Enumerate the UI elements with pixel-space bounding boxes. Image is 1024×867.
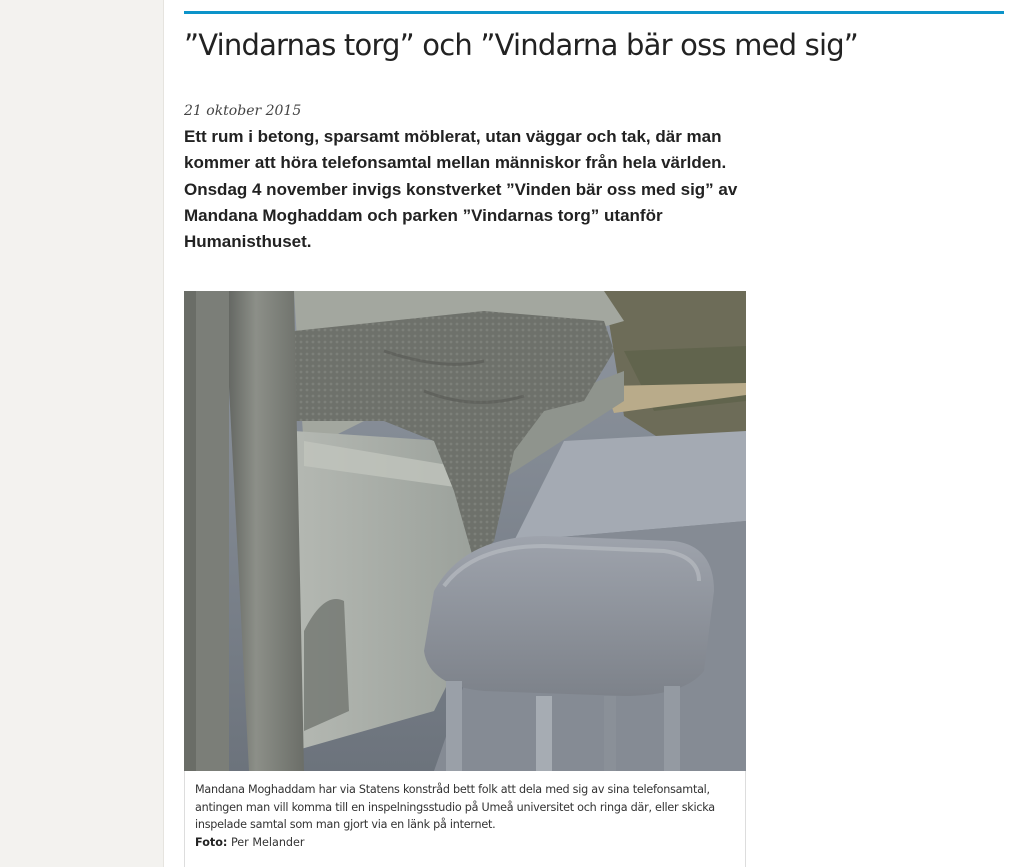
caption-text: Mandana Moghaddam har via Statens konstråd bett folk att dela med sig av sina telefonsamtal, antingen man vill komma till en inspelningsstudio på Umeå universitet och ringa där, eller skicka inspelade samtal som man gjort via en länk på internet. bbox=[195, 783, 715, 831]
photo-credit-name: Per Melander bbox=[230, 835, 305, 849]
article-headline: ”Vindarnas torg” och ”Vindarna bär oss med sig” bbox=[184, 28, 859, 62]
article-date: 21 oktober 2015 bbox=[184, 103, 302, 119]
photo-credit-label: Foto: bbox=[195, 835, 228, 849]
article-lead: Ett rum i betong, sparsamt möblerat, utan väggar och tak, där man kommer att höra telefonsamtal mellan människor från hela världen. Onsdag 4 november invigs konstverket ”Vinden bär oss med sig” av Mandana Moghaddam och parken ”Vindarnas torg” utanför Humanisthuset. bbox=[184, 127, 738, 252]
left-sidebar bbox=[0, 0, 164, 867]
accent-rule bbox=[184, 11, 1004, 14]
article-photo bbox=[184, 291, 746, 771]
photo-caption bbox=[184, 771, 746, 867]
article-figure bbox=[184, 291, 746, 867]
